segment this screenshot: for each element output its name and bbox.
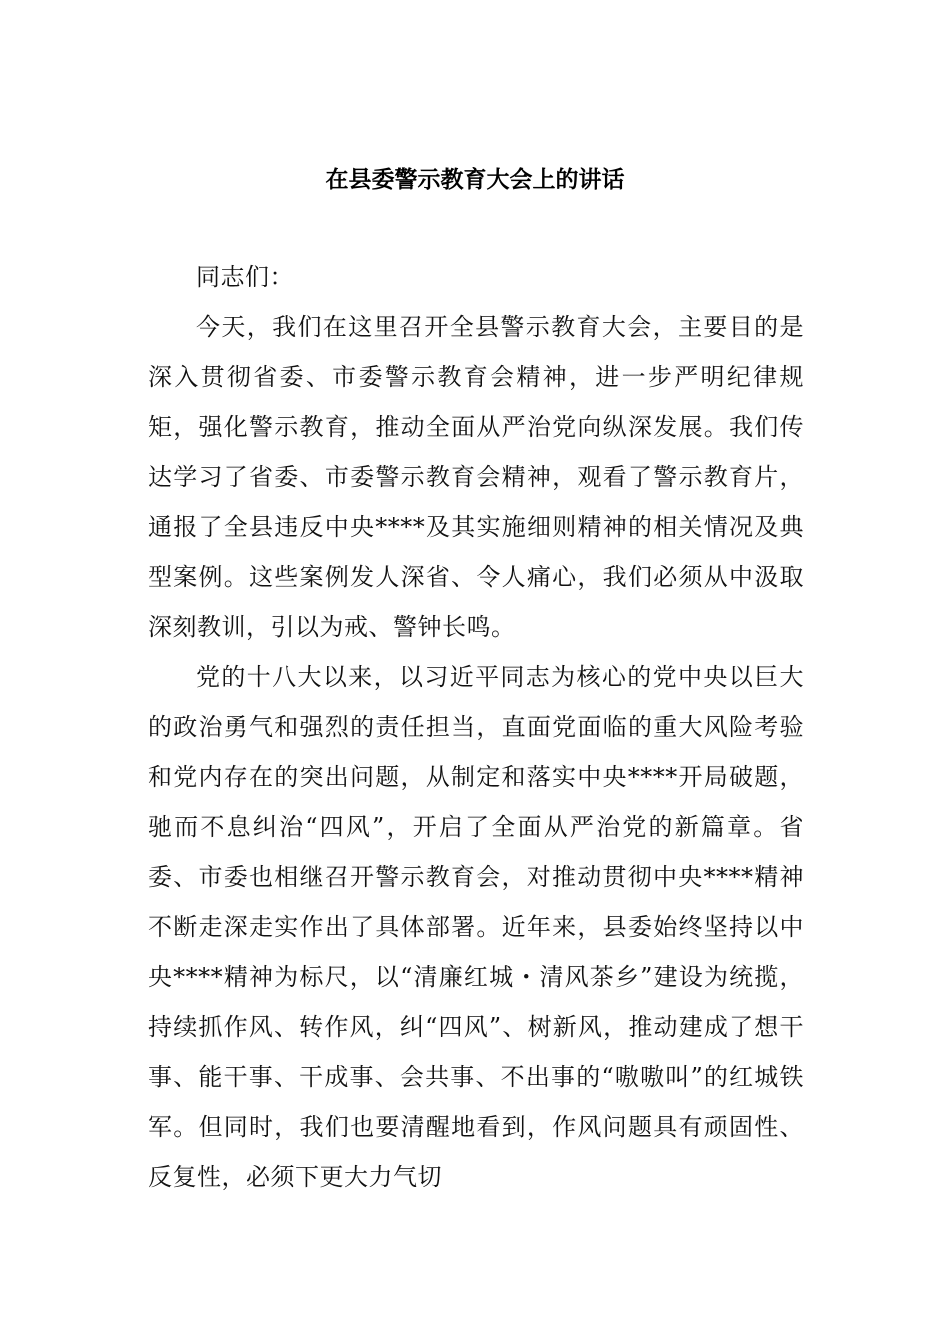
document-body <box>148 252 804 1202</box>
salutation-paragraph: 同志们： <box>196 263 294 291</box>
body-paragraph: 党的十八大以来，以习近平同志为核心的党中央以巨大的政治勇气和强烈的责任担当，直面党面临的重大风险考验和党内存在的突出问题，从制定和落实中央****开局破题，驰而不息纠治“四风”，开启了全面从严治党的新篇章。省委、市委也相继召开警示教育会，对推动贯彻中央****精神不断走深走实作出了具体部署。近年来，县委始终坚持以中央****精神为标尺，以“清廉红城・清风茶乡”建设为统揽，持续抓作风、转作风，纠“四风”、树新风，推动建成了想干事、能干事、干成事、会共事、不出事的“嗷嗷叫”的红城铁军。但同时，我们也要清醒地看到，作风问题具有顽固性、反复性，必须下更大力气切 <box>148 663 804 1191</box>
document-title: 在县委警示教育大会上的讲话 <box>325 166 625 193</box>
body-paragraph: 今天，我们在这里召开全县警示教育大会，主要目的是深入贯彻省委、市委警示教育会精神，进一步严明纪律规矩，强化警示教育，推动全面从严治党向纵深发展。我们传达学习了省委、市委警示教育会精神，观看了警示教育片，通报了全县违反中央****及其实施细则精神的相关情况及典型案例。这些案例发人深省、令人痛心，我们必须从中汲取深刻教训，引以为戒、警钟长鸣。 <box>148 313 804 641</box>
